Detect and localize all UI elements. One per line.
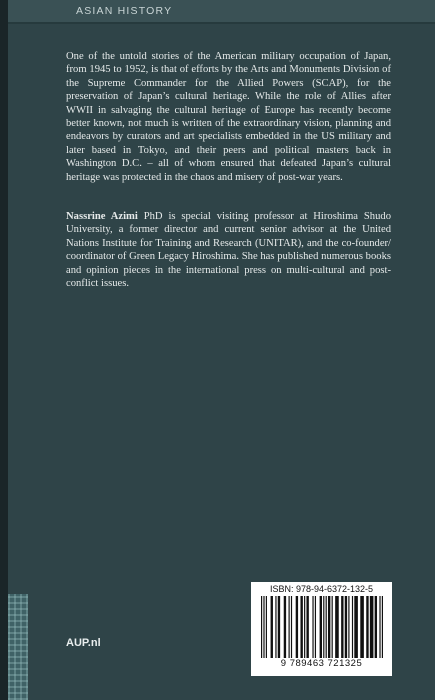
barcode-bar	[289, 596, 290, 658]
decorative-pattern	[8, 594, 28, 700]
barcode-bar	[326, 596, 327, 658]
barcode-bar	[382, 596, 383, 658]
barcode-bar	[328, 596, 330, 658]
barcode-bar	[278, 596, 280, 658]
barcode-bar	[341, 596, 343, 658]
barcode-icon	[261, 596, 383, 658]
barcode-bar	[306, 596, 308, 658]
blurb-text: One of the untold stories of the American military occupation of Japan, from 1945 to 1952, is that of efforts by the Arts and Monuments Division of the Supreme Commander for the Allied Powers (SCAP), for the preservation of Japan’s cultural heritage. While the role of Allies after WWII in salvaging the cultural heritage of Europe has recently become better known, not much is written of the extraordinary vision, planning and endeavors by curators and art specialists embedded in the US military and later based in Tokyo, and their peers and political masters back in Washington D.C. – all of whom ensured that defeated Japan’s cultural heritage was protected in the chaos and misery of post-war years.	[66, 51, 391, 183]
publisher-url: AUP.nl	[66, 637, 101, 649]
series-band	[8, 0, 435, 24]
barcode-bar	[320, 596, 322, 658]
barcode-bar	[304, 596, 305, 658]
barcode-bar	[315, 596, 316, 658]
barcode-digits: 9 789463 721325	[280, 658, 363, 669]
barcode-bar	[263, 596, 264, 658]
barcode-bar	[335, 596, 339, 658]
barcode-bar	[275, 596, 276, 658]
barcode-bar	[300, 596, 302, 658]
barcode-bar	[261, 596, 262, 658]
barcode-bar	[360, 596, 364, 658]
barcode-bar	[332, 596, 333, 658]
barcode-bar	[345, 596, 347, 658]
barcode-bar	[370, 596, 374, 658]
barcode-bar	[352, 596, 353, 658]
barcode-bar	[312, 596, 313, 658]
barcode-bar	[271, 596, 273, 658]
isbn-text: ISBN: 978-94-6372-132-5	[269, 584, 374, 594]
barcode-bar	[379, 596, 380, 658]
barcode-bar	[348, 596, 349, 658]
barcode-bar	[323, 596, 324, 658]
barcode-bar	[375, 596, 377, 658]
barcode-bar	[354, 596, 358, 658]
series-label: ASIAN HISTORY	[76, 5, 173, 17]
barcode-bar	[291, 596, 292, 658]
author-bio	[66, 210, 391, 290]
author-name: Nassrine Azimi	[66, 211, 138, 222]
barcode-bar	[266, 596, 267, 658]
barcode-label	[251, 582, 392, 676]
barcode-bar	[296, 596, 298, 658]
barcode-bar	[366, 596, 368, 658]
barcode-bar	[284, 596, 286, 658]
author-bio-text: PhD is special visiting professor at Hiroshima Shudo University, a former director and current senior advisor at the United Nations Institute for Training and Research (UNITAR), and the co-founder/ coordinator of Green Legacy Hiroshima. She has published numerous books and opinion pieces in the international press on multi-cultural and post-conflict issues.	[66, 211, 391, 290]
spine-edge	[0, 0, 8, 700]
